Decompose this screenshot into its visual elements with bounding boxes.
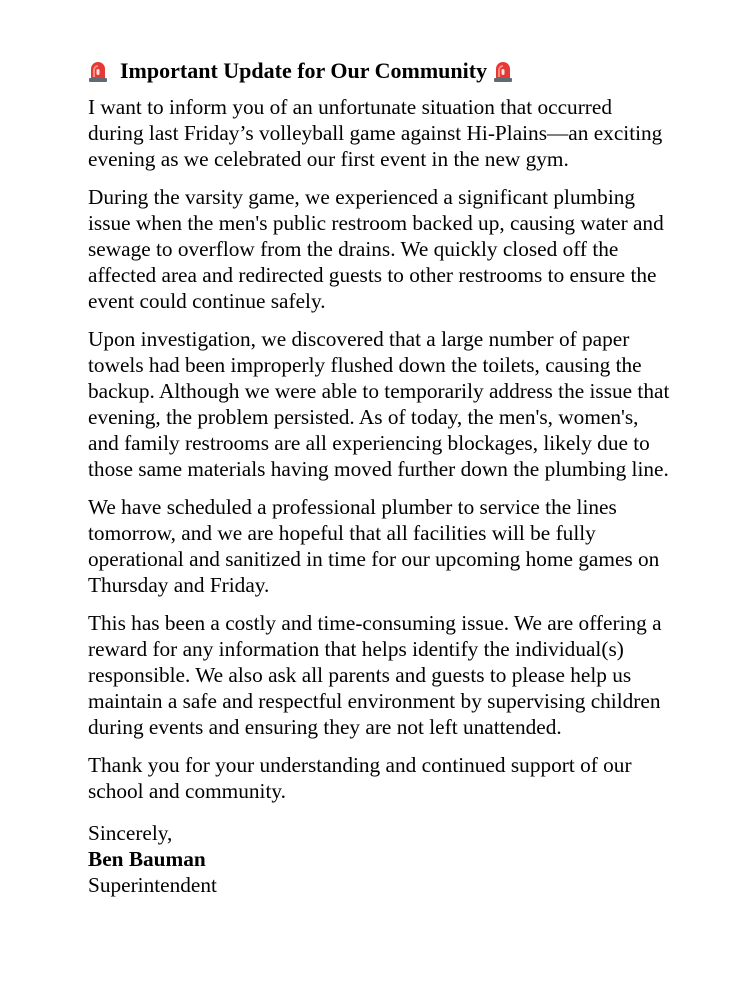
- signoff-closing: Sincerely,: [88, 821, 173, 845]
- paragraph-reward: This has been a costly and time-consuming issue. We are offering a reward for any information that helps identify the individual(s) responsible. We also ask all parents and guests to please help us maintain a safe and respectful environment by supervising children during events and ensuring they are not left unattended.: [88, 611, 662, 739]
- signoff-title: Superintendent: [88, 873, 217, 897]
- signoff-name: Ben Bauman: [88, 847, 206, 871]
- headline-text: Important Update for Our Community: [120, 58, 488, 83]
- signoff: [88, 820, 670, 898]
- headline: [88, 56, 670, 86]
- paragraph-plumber: We have scheduled a professional plumber to service the lines tomorrow, and we are hopeful that all facilities will be fully operational and sanitized in time for our upcoming home games on Thursday and Friday.: [88, 495, 660, 597]
- paragraph-incident: During the varsity game, we experienced a significant plumbing issue when the men's public restroom backed up, causing water and sewage to overflow from the drains. We quickly closed off the affected area and redirected guests to other restrooms to ensure the event could continue safely.: [88, 185, 664, 313]
- paragraph-intro: I want to inform you of an unfortunate situation that occurred during last Friday’s volleyball game against Hi-Plains—an exciting evening as we celebrated our first event in the new gym.: [88, 95, 663, 171]
- paragraph-thanks: Thank you for your understanding and continued support of our school and community.: [88, 753, 632, 803]
- paragraph-investigation: Upon investigation, we discovered that a large number of paper towels had been improperly flushed down the toilets, causing the backup. Although we were able to temporarily address the issue that evening, the problem persisted. As of today, the men's, women's, and family restrooms are all experiencing blockages, likely due to those same materials having moved further down the plumbing line.: [88, 327, 670, 481]
- rotating-light-icon: [493, 60, 513, 82]
- rotating-light-icon: [88, 60, 108, 82]
